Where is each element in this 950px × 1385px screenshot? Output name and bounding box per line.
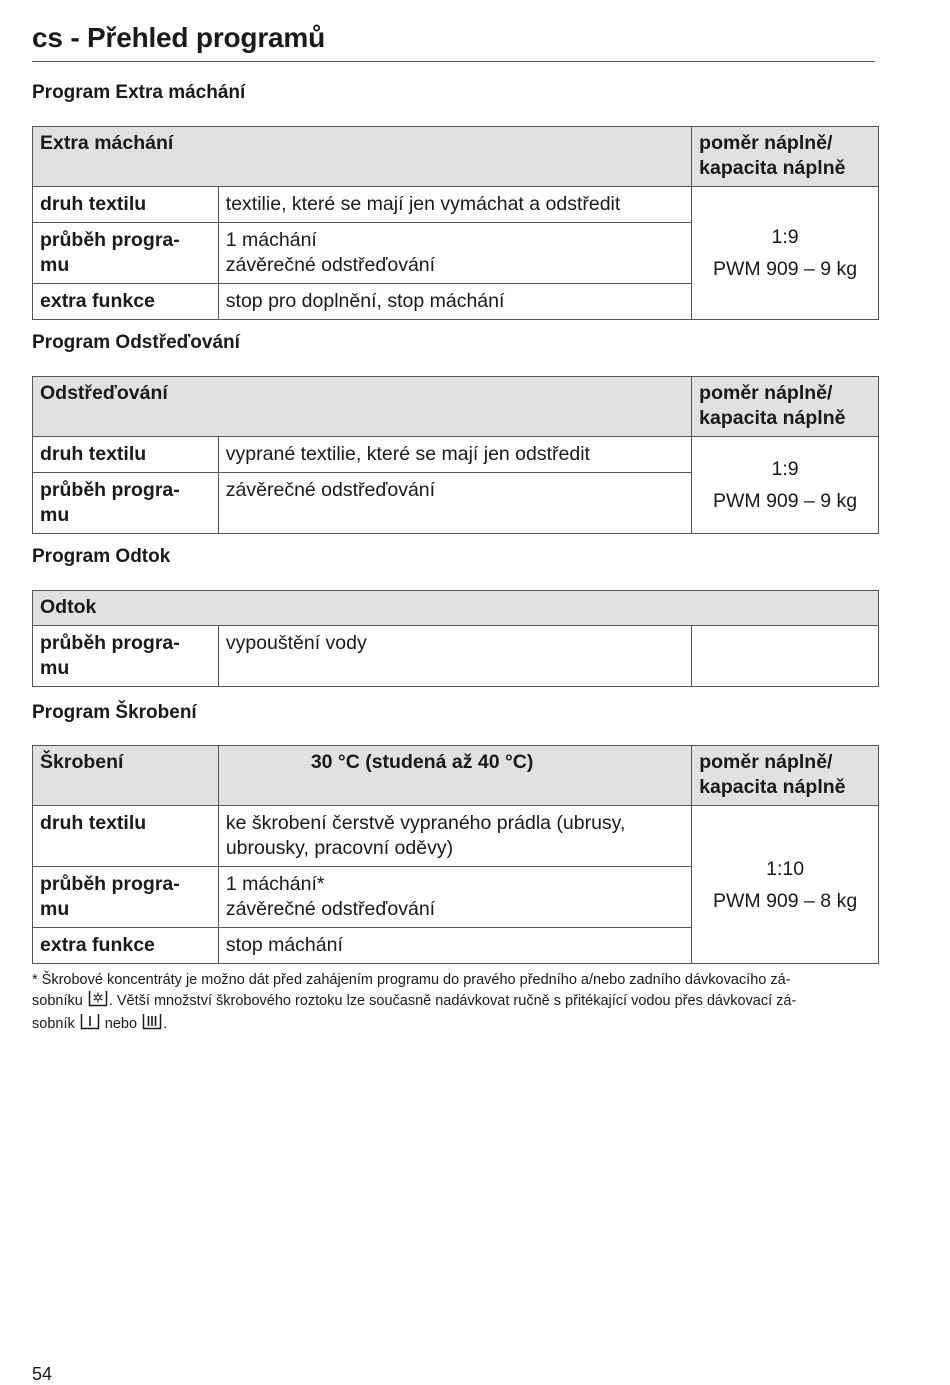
program-table-spin: [32, 376, 879, 534]
row-label: [33, 223, 219, 284]
load-ratio-header: [692, 127, 879, 187]
load-header-line-2: kapacita náplně: [699, 776, 846, 798]
footnote-text: sobníku: [32, 993, 87, 1009]
section-heading-starch: Program Škrobení: [32, 702, 197, 723]
row-value: vyprané textilie, které se mají jen odstředit: [218, 437, 691, 473]
load-header-line-1: poměr náplně/: [699, 132, 833, 154]
load-ratio-header: [692, 746, 879, 806]
title-divider: [32, 61, 875, 62]
program-table-extra-rinse: [32, 126, 879, 320]
row-label: [33, 626, 219, 687]
row-value: vypouštění vody: [218, 626, 691, 687]
table-header-row: [33, 591, 879, 626]
main-wash-dispenser-icon: [142, 1013, 162, 1036]
program-name: Odtok: [33, 591, 879, 626]
table-row: [33, 806, 879, 867]
row-label: druh textilu: [33, 806, 219, 867]
row-value-line-1: 1 máchání*: [225, 873, 325, 895]
load-capacity: PWM 909 – 9 kg: [713, 490, 858, 512]
row-value-line-2: závěrečné odstřeďování: [225, 254, 436, 276]
footnote-text: . Větší množství škrobového roztoku lze současně nadávkovat ručně s přitékající vodou přes dávkovací zá-: [108, 993, 797, 1009]
load-ratio-header: [692, 377, 879, 437]
load-ratio-cell: [692, 437, 879, 534]
section-heading-drain: Program Odtok: [32, 546, 171, 567]
load-header-line-2: kapacita náplně: [699, 157, 846, 179]
row-value: [218, 223, 691, 284]
program-temperature: 30 °C (studená až 40 °C): [218, 746, 691, 806]
footnote: [32, 971, 862, 1036]
load-ratio: 1:9: [771, 458, 799, 480]
row-value: [218, 806, 691, 867]
row-label: extra funkce: [33, 928, 219, 964]
page-number: 54: [32, 1364, 53, 1384]
program-name: Odstřeďování: [33, 377, 692, 437]
footnote-text: sobník: [32, 1016, 79, 1032]
table-row: [33, 437, 879, 473]
program-name: Škrobení: [33, 746, 219, 806]
row-value: stop pro doplnění, stop máchání: [218, 284, 691, 320]
row-label-line-2: mu: [40, 504, 70, 526]
footnote-text: .: [163, 1016, 168, 1032]
section-heading-spin: Program Odstřeďování: [32, 332, 240, 353]
load-header-line-2: kapacita náplně: [699, 407, 846, 429]
program-table-drain: [32, 590, 879, 687]
row-label: [33, 473, 219, 534]
footnote-line-1: * Škrobové koncentráty je možno dát před zahájením programu do pravého předního a/nebo zadního dávkovacího zá-: [32, 972, 791, 988]
load-ratio-cell: [692, 806, 879, 964]
row-value-line-2: závěrečné odstřeďování: [225, 898, 436, 920]
footnote-line-3: [32, 1013, 862, 1036]
softener-dispenser-icon: [88, 990, 108, 1013]
load-header-line-1: poměr náplně/: [699, 751, 833, 773]
row-label: druh textilu: [33, 437, 219, 473]
table-header-row: [33, 127, 879, 187]
table-row: [33, 187, 879, 223]
row-label: extra funkce: [33, 284, 219, 320]
table-header-row: [33, 746, 879, 806]
row-value-line-1: 1 máchání: [225, 229, 317, 251]
program-name: Extra máchání: [33, 127, 692, 187]
load-capacity: PWM 909 – 8 kg: [713, 889, 858, 912]
table-header-row: [33, 377, 879, 437]
row-label-line-1: průběh progra-: [40, 873, 180, 895]
load-header-line-1: poměr náplně/: [699, 382, 833, 404]
table-row: [33, 626, 879, 687]
page-title: cs - Přehled programů: [32, 22, 325, 53]
row-value: textilie, které se mají jen vymáchat a odstředit: [218, 187, 691, 223]
footnote-line-2: [32, 990, 862, 1013]
row-label-line-1: průběh progra-: [40, 479, 180, 501]
prewash-dispenser-icon: [80, 1013, 100, 1036]
row-label-line-1: průběh progra-: [40, 632, 180, 654]
row-value-line-1: ke škrobení čerstvě vypraného prádla (ubrusy,: [225, 812, 626, 834]
section-heading-extra-rinse: Program Extra máchání: [32, 82, 246, 103]
row-value: [218, 867, 691, 928]
program-table-starch: [32, 745, 879, 964]
row-value-line-2: ubrousky, pracovní oděvy): [225, 837, 454, 859]
row-label: [33, 867, 219, 928]
load-ratio-cell: [692, 187, 879, 320]
row-label-line-2: mu: [40, 254, 70, 276]
row-label: druh textilu: [33, 187, 219, 223]
footnote-text: nebo: [100, 1016, 142, 1032]
empty-cell: [692, 626, 879, 687]
row-label-line-1: průběh progra-: [40, 229, 180, 251]
row-label-line-2: mu: [40, 898, 70, 920]
load-ratio: 1:9: [771, 226, 799, 248]
row-value: závěrečné odstřeďování: [218, 473, 691, 534]
load-capacity: PWM 909 – 9 kg: [713, 258, 858, 280]
row-label-line-2: mu: [40, 657, 70, 679]
row-value: stop máchání: [218, 928, 691, 964]
load-ratio: 1:10: [766, 857, 805, 880]
